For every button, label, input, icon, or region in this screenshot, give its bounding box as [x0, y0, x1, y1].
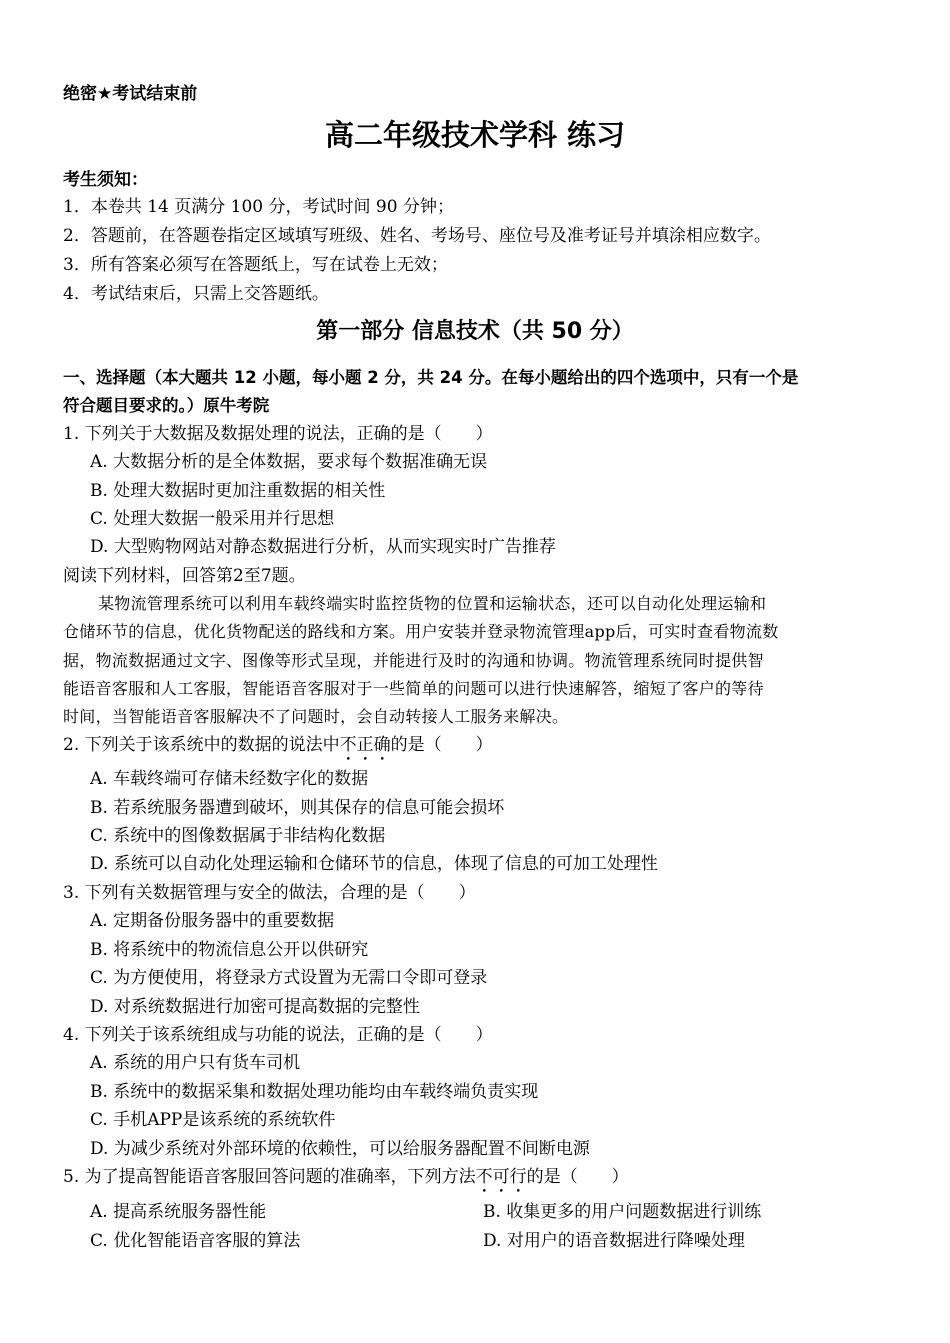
notice-item: 4．考试结束后，只需上交答题纸。 [63, 284, 329, 304]
reading-line: 仓储环节的信息，优化货物配送的路线和方案。用户安装并登录物流管理app后，可实时查看物流数 [63, 622, 779, 641]
question-stem: 4. 下列关于该系统组成与功能的说法，正确的是（ ） [63, 1025, 493, 1045]
question-option: D. 大型购物网站对静态数据进行分析，从而实现实时广告推荐 [90, 537, 556, 557]
emphasized-text: 不正确 [339, 735, 391, 755]
stem-text: 的是（ ） [526, 1167, 629, 1187]
question-option: C. 处理大数据一般采用并行思想 [90, 509, 335, 529]
question-stem: 3. 下列有关数据管理与安全的做法，合理的是（ ） [63, 883, 476, 903]
question-option: A. 系统的用户只有货车司机 [90, 1053, 301, 1073]
part-title: 第一部分 信息技术（共 50 分） [316, 319, 634, 344]
question-option: D. 为减少系统对外部环境的依赖性，可以给服务器配置不间断电源 [90, 1139, 590, 1159]
secret-label: 绝密★考试结束前 [63, 84, 198, 104]
question-option: A. 定期备份服务器中的重要数据 [90, 911, 335, 931]
section-heading: 一、选择题（本大题共 12 小题，每小题 2 分，共 24 分。在每小题给出的四个选项中，只有一个是 [63, 368, 799, 387]
reading-line: 时间，当智能语音客服解决不了问题时，会自动转接人工服务来解决。 [63, 707, 569, 726]
notice-heading: 考生须知： [63, 170, 148, 190]
notice-item: 1．本卷共 14 页满分 100 分，考试时间 90 分钟； [63, 197, 454, 217]
page-title: 高二年级技术学科 练习 [324, 118, 626, 152]
question-option: B. 收集更多的用户问题数据进行训练 [483, 1202, 762, 1222]
question-option: B. 系统中的数据采集和数据处理功能均由车载终端负责实现 [90, 1082, 539, 1102]
emphasized-text: 不可行 [475, 1167, 527, 1187]
stem-text: 2. 下列关于该系统中的数据的说法中 [63, 735, 340, 755]
question-option: C. 优化智能语音客服的算法 [90, 1231, 301, 1251]
question-option: C. 手机APP是该系统的系统软件 [90, 1110, 336, 1130]
reading-intro: 阅读下列材料，回答第2至7题。 [63, 566, 306, 586]
question-option: C. 系统中的图像数据属于非结构化数据 [90, 826, 386, 846]
question-option: C. 为方便使用，将登录方式设置为无需口令即可登录 [90, 968, 488, 988]
question-option: B. 若系统服务器遭到破坏，则其保存的信息可能会损坏 [90, 798, 505, 818]
question-option: B. 将系统中的物流信息公开以供研究 [90, 940, 369, 960]
question-stem [63, 734, 493, 765]
question-stem [63, 1166, 629, 1197]
reading-line: 能语音客服和人工客服，智能语音客服对于一些简单的问题可以进行快速解答，缩短了客户的等待 [63, 679, 764, 698]
question-option: D. 系统可以自动化处理运输和仓储环节的信息，体现了信息的可加工处理性 [90, 854, 658, 874]
stem-text: 5. 为了提高智能语音客服回答问题的准确率，下列方法 [63, 1167, 476, 1187]
reading-line: 据，物流数据通过文字、图像等形式呈现，并能进行及时的沟通和协调。物流管理系统同时提供智 [63, 651, 764, 670]
question-option: A. 提高系统服务器性能 [90, 1202, 267, 1222]
section-heading: 符合题目要求的。）原牛考院 [63, 396, 270, 415]
question-option: B. 处理大数据时更加注重数据的相关性 [90, 481, 386, 501]
notice-item: 3．所有答案必须写在答题纸上，写在试卷上无效； [63, 255, 448, 275]
question-option: A. 车载终端可存储未经数字化的数据 [90, 769, 369, 789]
question-option: A. 大数据分析的是全体数据，要求每个数据准确无误 [90, 452, 488, 472]
question-option: D. 对系统数据进行加密可提高数据的完整性 [90, 997, 420, 1017]
notice-item: 2．答题前，在答题卷指定区域填写班级、姓名、考场号、座位号及准考证号并填涂相应数字。 [63, 226, 771, 246]
reading-line: 某物流管理系统可以利用车载终端实时监控货物的位置和运输状态，还可以自动化处理运输和 [98, 594, 767, 613]
stem-text: 的是（ ） [390, 735, 493, 755]
question-stem: 1. 下列关于大数据及数据处理的说法，正确的是（ ） [63, 424, 493, 444]
question-option: D. 对用户的语音数据进行降噪处理 [483, 1231, 745, 1251]
